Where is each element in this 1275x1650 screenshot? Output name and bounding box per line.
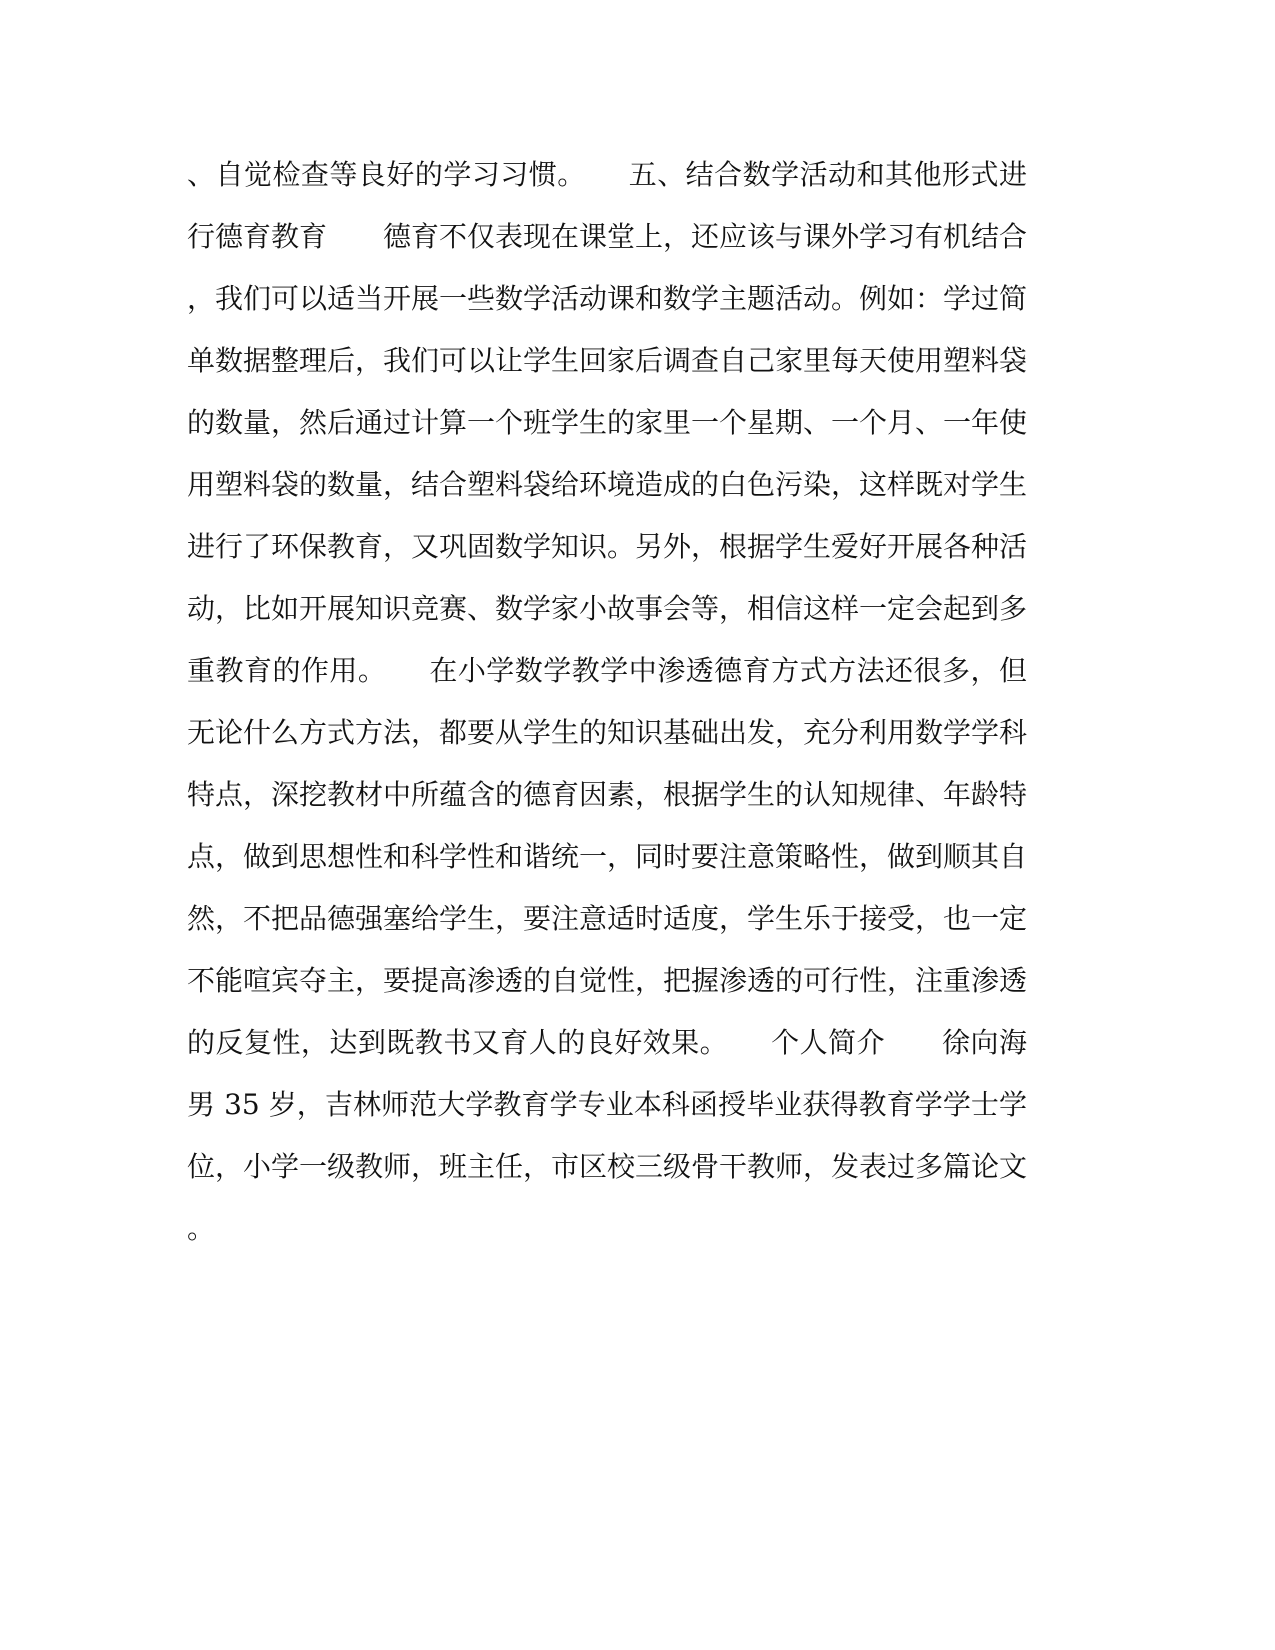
text-line: 重教育的作用。 在小学数学教学中渗透德育方式方法还很多，但 [187,654,1027,687]
body-text [187,150,1027,1266]
text-line: 特点，深挖教材中所蕴含的德育因素，根据学生的认知规律、年龄特 [187,778,1028,811]
text-line: 位，小学一级教师，班主任，市区校三级骨干教师，发表过多篇论文 [187,1150,1028,1183]
text-line: 点，做到思想性和科学性和谐统一，同时要注意策略性，做到顺其自 [187,840,1028,873]
text-line: 。 [187,1212,216,1245]
text-line: 行德育教育 德育不仅表现在课堂上，还应该与课外学习有机结合 [187,220,1028,253]
text-line: ，我们可以适当开展一些数学活动课和数学主题活动。例如：学过简 [187,282,1028,315]
text-line: 男 35 岁，吉林师范大学教育学专业本科函授毕业获得教育学学士学 [187,1088,1027,1121]
text-line: 进行了环保教育，又巩固数学知识。另外，根据学生爱好开展各种活 [187,530,1028,563]
text-line: 、自觉检查等良好的学习习惯。 五、结合数学活动和其他形式进 [187,158,1027,191]
text-line: 用塑料袋的数量，结合塑料袋给环境造成的白色污染，这样既对学生 [187,468,1028,501]
text-line: 单数据整理后，我们可以让学生回家后调查自己家里每天使用塑料袋 [187,344,1028,377]
text-line: 的反复性，达到既教书又育人的良好效果。 个人简介 徐向海 [187,1026,1027,1059]
text-line: 动，比如开展知识竞赛、数学家小故事会等，相信这样一定会起到多 [187,592,1028,625]
text-line: 不能喧宾夺主，要提高渗透的自觉性，把握渗透的可行性，注重渗透 [187,964,1028,997]
text-line: 的数量，然后通过计算一个班学生的家里一个星期、一个月、一年使 [187,406,1028,439]
text-line: 然，不把品德强塞给学生，要注意适时适度，学生乐于接受，也一定 [187,902,1028,935]
text-line: 无论什么方式方法，都要从学生的知识基础出发，充分利用数学学科 [187,716,1028,749]
